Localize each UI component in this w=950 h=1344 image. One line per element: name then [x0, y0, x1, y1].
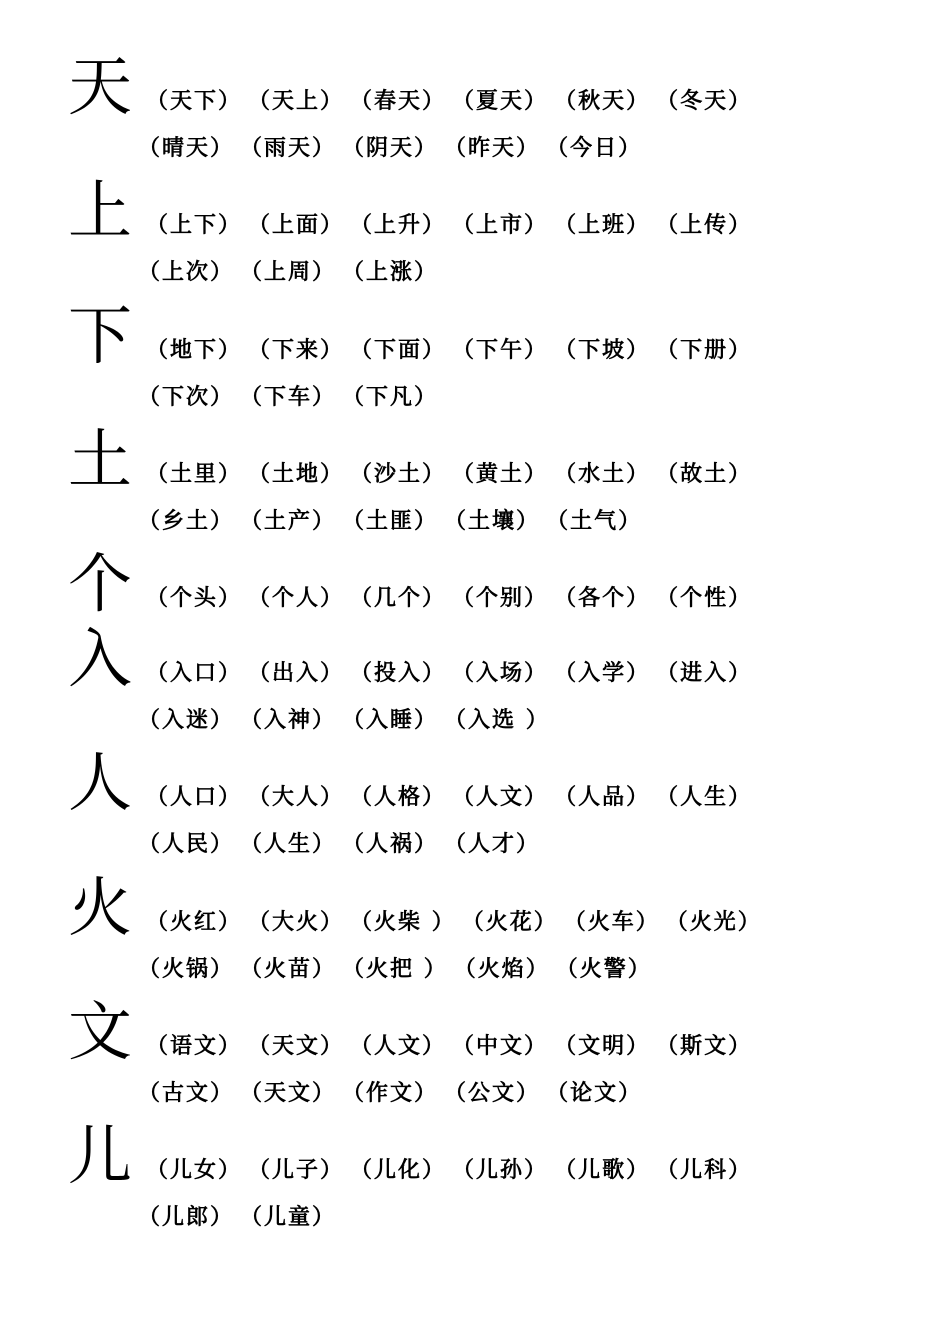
compound-word: （下坡）	[554, 338, 651, 363]
compound-word: （人祸）	[342, 832, 439, 857]
word-line-first	[146, 785, 758, 811]
compound-word: （个性）	[656, 586, 753, 611]
compound-word: （作文）	[342, 1081, 439, 1106]
compound-word: （上市）	[452, 213, 549, 238]
word-line-first	[146, 1158, 758, 1184]
word-line-second	[138, 708, 556, 734]
compound-word: （儿郎）	[138, 1205, 235, 1230]
compound-word: （黄土）	[452, 462, 549, 487]
word-line-second	[138, 832, 546, 858]
compound-word: （下面）	[350, 338, 447, 363]
compound-word: （个人）	[248, 586, 345, 611]
compound-word: （晴天）	[138, 136, 235, 161]
compound-word: （雨天）	[240, 136, 337, 161]
compound-word: （儿孙）	[452, 1158, 549, 1183]
compound-word: （火光）	[665, 910, 762, 935]
compound-word: （入睡）	[342, 708, 439, 733]
compound-word: （上周）	[240, 260, 337, 285]
compound-word: （语文）	[146, 1034, 243, 1059]
compound-word: （下来）	[248, 338, 345, 363]
compound-word: （入迷）	[138, 708, 235, 733]
word-line-first	[146, 213, 758, 239]
word-line-first	[146, 462, 758, 488]
compound-word: （入场）	[452, 661, 549, 686]
headword-character: 入	[68, 623, 132, 697]
headword-character: 人	[68, 747, 132, 821]
compound-word: （人文）	[452, 785, 549, 810]
compound-word: （天下）	[146, 89, 243, 114]
compound-word: （秋天）	[554, 89, 651, 114]
compound-word: （人生）	[240, 832, 337, 857]
headword-character: 儿	[68, 1120, 132, 1194]
compound-word: （大人）	[248, 785, 345, 810]
word-line-second	[138, 509, 648, 535]
compound-word: （火红）	[146, 910, 243, 935]
compound-word: （中文）	[452, 1034, 549, 1059]
compound-word: （个头）	[146, 586, 243, 611]
headword-character: 火	[68, 872, 132, 946]
compound-word: （人口）	[146, 785, 243, 810]
compound-word: （上下）	[146, 213, 243, 238]
compound-word: （乡土）	[138, 509, 235, 534]
compound-word: （土里）	[146, 462, 243, 487]
compound-word: （地下）	[146, 338, 243, 363]
compound-word: （火花）	[461, 910, 558, 935]
word-line-first	[146, 1034, 758, 1060]
compound-word: （火把 ）	[342, 957, 448, 982]
headword-character: 上	[68, 175, 132, 249]
compound-word: （大火）	[248, 910, 345, 935]
word-line-second	[138, 957, 658, 983]
compound-word: （古文）	[138, 1081, 235, 1106]
word-line-second	[138, 1205, 342, 1231]
compound-word: （下车）	[240, 385, 337, 410]
headword-character: 天	[68, 51, 132, 125]
word-line-first	[146, 338, 758, 364]
compound-word: （上次）	[138, 260, 235, 285]
compound-word: （入选 ）	[444, 708, 550, 733]
compound-word: （上传）	[656, 213, 753, 238]
compound-word: （天文）	[248, 1034, 345, 1059]
compound-word: （天文）	[240, 1081, 337, 1106]
compound-word: （儿科）	[656, 1158, 753, 1183]
word-line-first	[146, 586, 758, 612]
compound-word: （投入）	[350, 661, 447, 686]
compound-word: （春天）	[350, 89, 447, 114]
word-line-second	[138, 136, 648, 162]
compound-word: （昨天）	[444, 136, 541, 161]
compound-word: （天上）	[248, 89, 345, 114]
compound-word: （上涨）	[342, 260, 439, 285]
compound-word: （土产）	[240, 509, 337, 534]
compound-word: （上班）	[554, 213, 651, 238]
compound-word: （出入）	[248, 661, 345, 686]
compound-word: （人才）	[444, 832, 541, 857]
compound-word: （个别）	[452, 586, 549, 611]
compound-word: （儿子）	[248, 1158, 345, 1183]
compound-word: （入学）	[554, 661, 651, 686]
compound-word: （公文）	[444, 1081, 541, 1106]
compound-word: （今日）	[546, 136, 643, 161]
compound-word: （上升）	[350, 213, 447, 238]
compound-word: （人生）	[656, 785, 753, 810]
compound-word: （几个）	[350, 586, 447, 611]
compound-word: （上面）	[248, 213, 345, 238]
compound-word: （人格）	[350, 785, 447, 810]
compound-word: （下册）	[656, 338, 753, 363]
compound-word: （故土）	[656, 462, 753, 487]
compound-word: （火车）	[563, 910, 660, 935]
compound-word: （下午）	[452, 338, 549, 363]
compound-word: （斯文）	[656, 1034, 753, 1059]
compound-word: （冬天）	[656, 89, 753, 114]
compound-word: （儿女）	[146, 1158, 243, 1183]
compound-word: （各个）	[554, 586, 651, 611]
compound-word: （火锅）	[138, 957, 235, 982]
compound-word: （火苗）	[240, 957, 337, 982]
compound-word: （入口）	[146, 661, 243, 686]
word-line-first	[146, 910, 768, 936]
compound-word: （水土）	[554, 462, 651, 487]
word-line-second	[138, 385, 444, 411]
compound-word: （土气）	[546, 509, 643, 534]
compound-word: （进入）	[656, 661, 753, 686]
compound-word: （儿化）	[350, 1158, 447, 1183]
compound-word: （下次）	[138, 385, 235, 410]
headword-character: 土	[68, 424, 132, 498]
word-line-first	[146, 89, 758, 115]
compound-word: （夏天）	[452, 89, 549, 114]
compound-word: （下凡）	[342, 385, 439, 410]
compound-word: （论文）	[546, 1081, 643, 1106]
compound-word: （火柴 ）	[350, 910, 456, 935]
compound-word: （儿童）	[240, 1205, 337, 1230]
headword-character: 个	[68, 548, 132, 622]
compound-word: （入神）	[240, 708, 337, 733]
compound-word: （沙土）	[350, 462, 447, 487]
compound-word: （儿歌）	[554, 1158, 651, 1183]
compound-word: （人文）	[350, 1034, 447, 1059]
compound-word: （人民）	[138, 832, 235, 857]
word-line-second	[138, 260, 444, 286]
compound-word: （人品）	[554, 785, 651, 810]
word-line-first	[146, 661, 758, 687]
compound-word: （阴天）	[342, 136, 439, 161]
compound-word: （火警）	[555, 957, 652, 982]
compound-word: （文明）	[554, 1034, 651, 1059]
word-line-second	[138, 1081, 648, 1107]
compound-word: （土匪）	[342, 509, 439, 534]
compound-word: （火焰）	[453, 957, 550, 982]
headword-character: 文	[68, 996, 132, 1070]
headword-character: 下	[68, 300, 132, 374]
compound-word: （土壤）	[444, 509, 541, 534]
compound-word: （土地）	[248, 462, 345, 487]
